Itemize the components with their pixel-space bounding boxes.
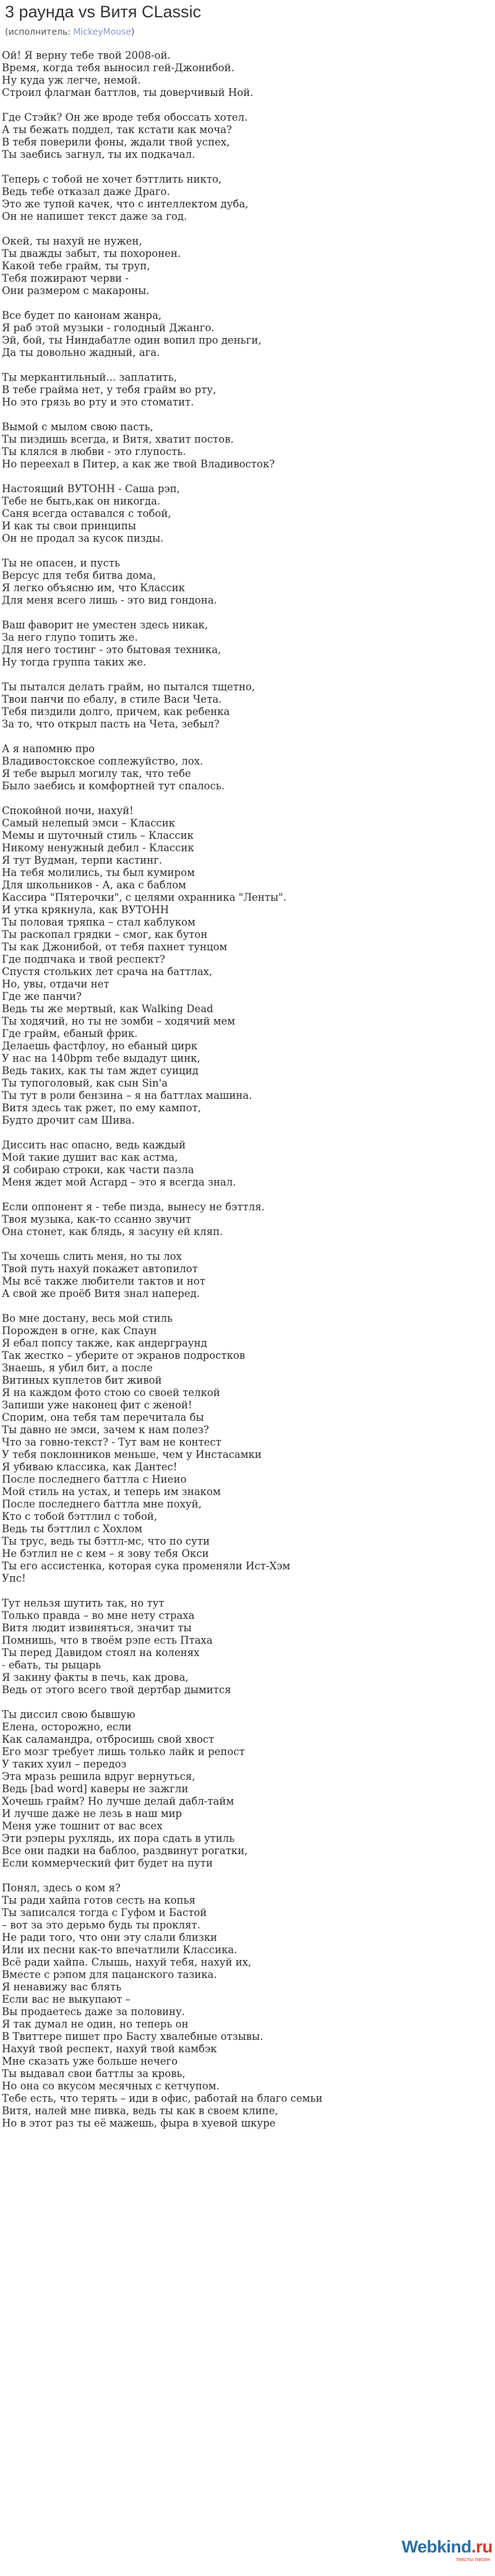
logo-domain: .ru [471,2537,493,2556]
performer-link[interactable]: MickeyMouse [73,27,131,37]
performer-suffix: ) [131,27,135,37]
song-title: 3 раунда vs Витя CLassic [5,2,202,21]
performer-prefix: (исполнитель: [5,27,74,37]
logo-wordmark [381,2538,493,2556]
performer-line [5,26,490,38]
site-logo[interactable] [381,2538,493,2567]
lyrics-block [0,50,489,2575]
page-header [0,0,495,38]
logo-tagline: тексты песен [455,2556,490,2562]
lyrics-text: Ой! Я верну тебе твой 2008-ой. Время, когда тебя выносил гей-Джонибой. Ну куда уж легче, немой. Строил флагман баттлов, ты доверчивый Ной. Где Стэйк? Он же вроде тебя обоссать хотел. А ты бежать поддел, так кстати как моча? В тебя поверили фоны, ждали твой успех, Ты заебись загнул, ты их подкачал. Теперь с тобой не хочет бэттлить никто, Ведь тебе отказал даже Драго. Это же тупой качек, что с интеллектом дуба, Он не напишет текст даже за год. Окей, ты нахуй не нужен, Ты дважды забыт, ты похоронен. Какой тебе грайм, ты труп, Тебя пожирают черви - Они размером с макароны. Все будет по канонам жанра, Я раб этой музыки - голодный Джанго. Эй, бой, ты Ниндабатле один вопил про деньги, Да ты довольно жадный, ага. Ты меркантильный... заплатить, В тебе грайма нет, у тебя грайм во рту, Но это грязь во рту и это стоматит. Вымой с мылом свою пасть, Ты пиздишь всегда, и Витя, хватит постов. Ты клялся в любви - это глупость. Но переехал в Питер, а как же твой Владивосток? Настоящий ВУТОНН - Саша рэп, Тебе не быть,как он никогда. Саня всегда оставался с тобой, И как ты свои принципы Он не продал за кусок пизды. Ты не опасен, и пусть Версус для тебя битва дома, Я легко объясню им, что Классик Для меня всего лишь - это вид гондона. Ваш фаворит не уместен здесь никак, За него глупо топить же. Для него тостинг - это бытовая техника, Ну тогда группа таких же. Ты пытался делать грайм, но пытался тщетно, Твои панчи по ебалу, в стиле Васи Чета. Тебя пиздили долго, причем, как ребенка За то, что открыл пасть на Чета, зебыл? А я напомню про Владивостокское соплежуйство, лох. Я тебе вырыл могилу так, что тебе Было заебись и комфортней тут спалось. Спокойной ночи, нахуй! Самый нелепый эмси – Классик Мемы и шуточный стиль – Классик Никому ненужный дебил - Классик Я тут Вудман, терпи кастинг. На тебя молились, ты был кумиром Для школьников - А, ака с баблом Кассира "Пятерочки", с целями охранника "Ленты". И утка крякнула, как ВУТОНН Ты половая тряпка – стал каблуком Ты раскопал грядки – смог, как бутон Ты как Джонибой, от тебя пахнет тунцом Где подпчака и твой респект? Спустя стольких лет срача на баттлах, Но, увы, отдачи нет Где же панчи? Ведь ты же мертвый, как Walking Dead Ты ходячий, но ты не зомби – ходячий мем Где грайм, ебаный фрик. Делаешь фастфлоу, но ебаный цирк У нас на 140bpm тебе выдадут цинк, Ведь таких, как ты там ждет суицид Ты тупоголовый, как сын Sin'a Ты тут в роли бензина – я на баттлах машина. Витя здесь так ржет, по ему кампот, Будто дрочит сам Шива. Диссить нас опасно, ведь каждый Мой такие душит вас как астма, Я собираю строки, как части пазла Меня ждет мой Асгард – это я всегда знал. Если оппонент я - тебе пизда, вынесу не бэттля. Твоя музыка, как-то ссанно звучит Она стонет, как блядь, я засуну ей кляп. Ты хочешь слить меня, но ты лох Твой путь нахуй покажет автопилот Мы всё также любители тактов и нот А свой же проёб Витя знал наперед. Во мне достану, весь мой стиль Порожден в огне, как Спаун Я ебал попсу также, как андерграунд Так жестко – уберите от экранов подростков Знаешь, я убил бит, а после Витиных куплетов бит живой Я на каждом фото стою со своей телкой Запиши уже наконец фит с женой! Спорим, она тебя там перечитала бы Ты давно не эмси, зачем к нам полез? Что за говно-текст? - Тут вам не контест У тебя поклонников меньше, чем у Инстасамки Я убиваю классика, как Дантес! После последнего баттла с Ниеио Мой стиль на устах, и теперь им знаком После последнего баттла мне похуй, Кто с тобой бэттлил с тобой, Ведь ты бэттлил с Хохлом Ты трус, ведь ты бэттл-мс, что по сути Не бэтлил не с кем – я зову тебя Окси Ты его ассистенка, которая сука променяли Ист-Хэм Упс! Тут нельзя шутить так, но тут Только правда – во мне нету страха Витя людит извиняться, значит ты Помнишь, что в твоём рэпе есть Птаха Ты перед Давидом стоял на коленях - ебать, ты рыцарь Я закину факты в печь, как дрова, Ведь от этого всего твой дертбар дымится Ты диссил свою бывшую Елена, осторожно, если Как саламандра, отбросишь свой хвост Его мозг требует лишь только лайк и репост У таких хуил – передоз Эта мразь решила вдруг вернуться, Ведь [bad word] каверы не зажгли Хочешь грайм? Но лучше делай дабл-тайм И лучше даже не лезь в наш мир Меня уже тошнит от вас всех Эти рэперы рухлядь, их пора сдать в утиль Все они падки на баблоо, раздвинут рогатки, Если коммерческий фит будет на пути Понял, здесь о ком я? Ты ради хайпа готов сесть на копья Ты записался тогда с Гуфом и Бастой – вот за это дерьмо будь ты проклят. Не ради того, что они эту слали близки Или их песни как-то впечатлили Классика. Всё ради хайпа. Слышь, нахуй тебя, нахуй их, Вместе с рэпом для пацанского тазика. Я ненавижу вас блять Если вас не выкупают – Вы продаетесь даже за половину. Я так думал не один, но теперь он В Твиттере пишет про Басту хвалебные отзывы. Нахуй твой респект, нахуй твой камбэк Мне сказать уже больше нечего Ты выдавал свои баттлы за кровь, Но она со вкусом месячных с кетчупом. Тебе есть, что терять – иди в офис, работай на благо семьи Витя, налей мне пивка, ведь ты как в своем клипе, Но в этот раз ты её мажешь, фыра в хуевой шкуре [2,50,323,2129]
logo-name: Webkind [402,2537,471,2556]
